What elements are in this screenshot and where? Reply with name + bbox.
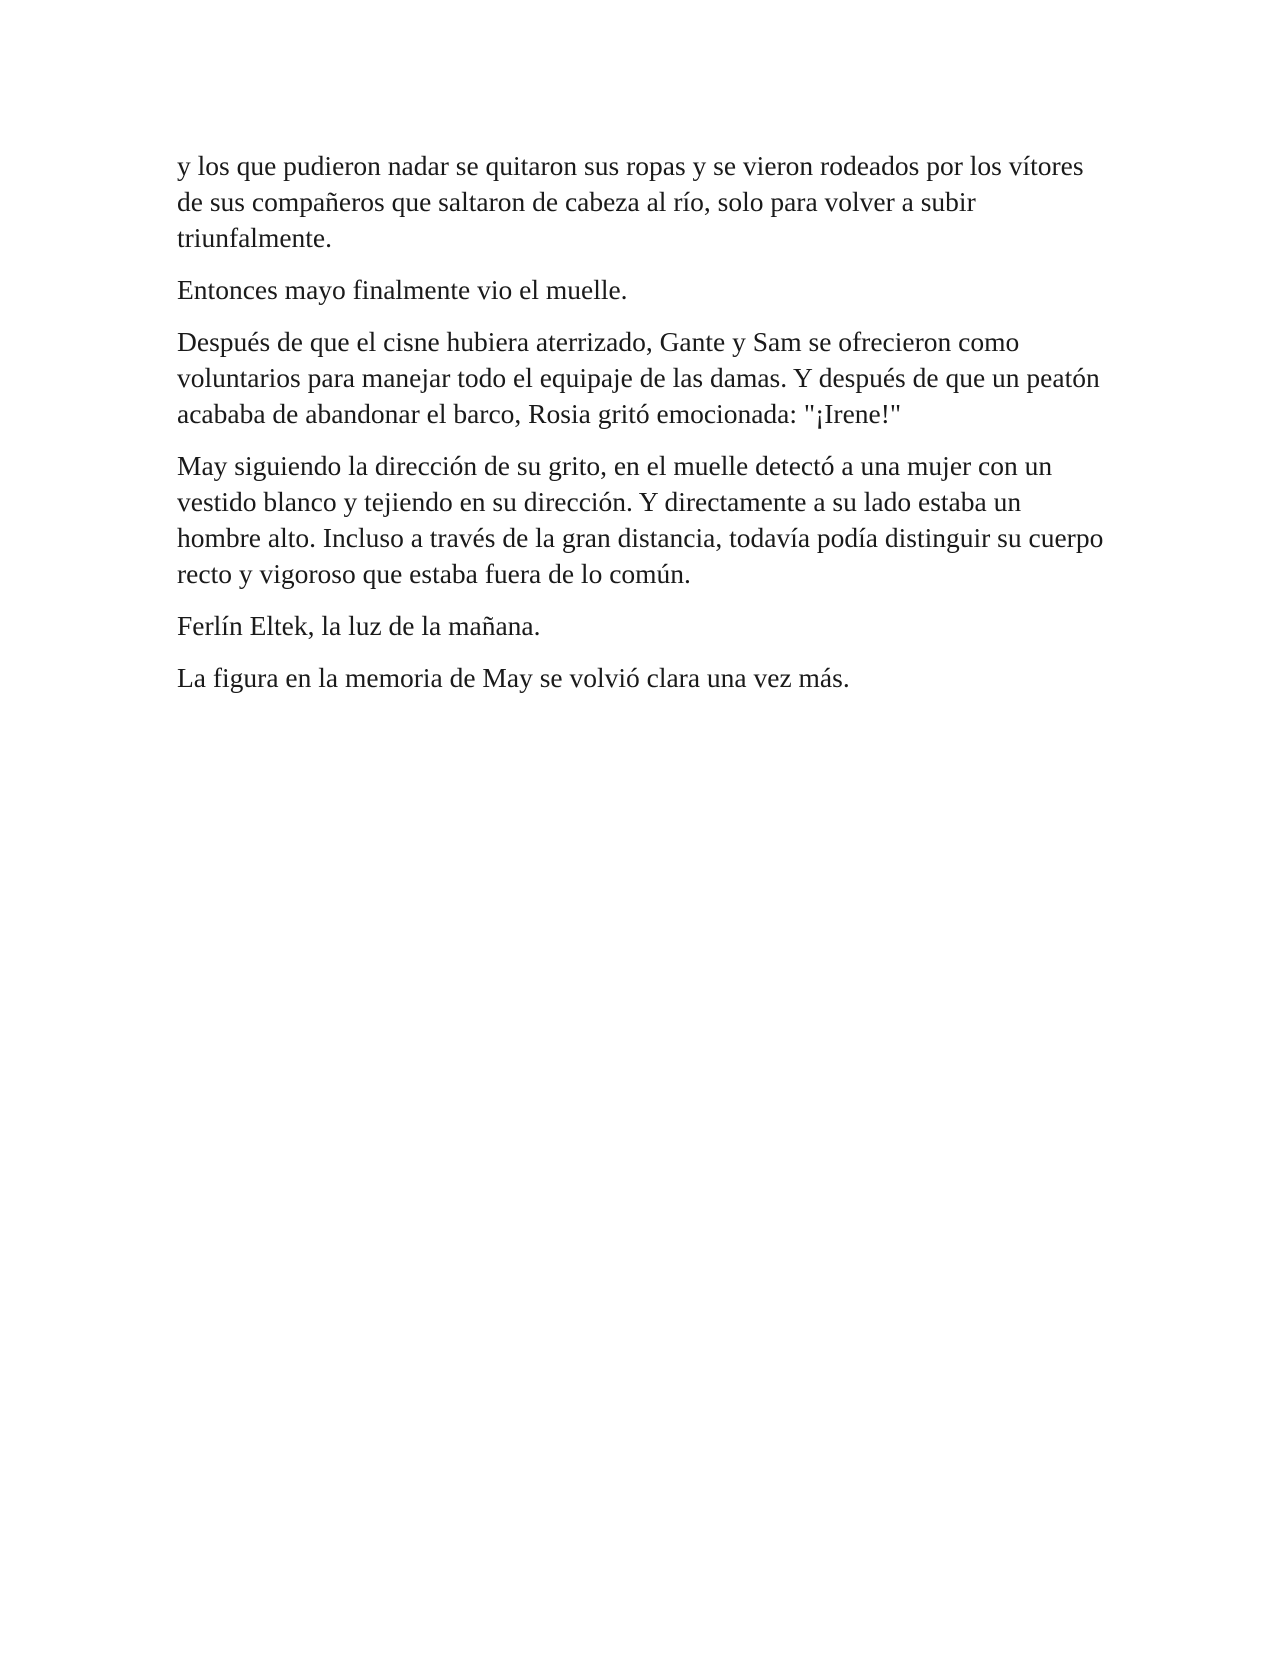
paragraph: y los que pudieron nadar se quitaron sus ropas y se vieron rodeados por los vítores de sus compañeros que saltaron de cabeza al río, solo para volver a subir triunfalmente. bbox=[177, 150, 1084, 253]
paragraph: La figura en la memoria de May se volvió clara una vez más. bbox=[177, 662, 850, 693]
paragraph: Entonces mayo finalmente vio el muelle. bbox=[177, 274, 628, 305]
paragraph: May siguiendo la dirección de su grito, en el muelle detectó a una mujer con un vestido blanco y tejiendo en su dirección. Y directamente a su lado estaba un hombre alto. Incluso a través de la gran distancia, todavía podía distinguir su cuerpo recto y vigoroso que estaba fuera de lo común. bbox=[177, 450, 1104, 589]
paragraph: Ferlín Eltek, la luz de la mañana. bbox=[177, 610, 541, 641]
paragraph: Después de que el cisne hubiera aterrizado, Gante y Sam se ofrecieron como voluntarios para manejar todo el equipaje de las damas. Y después de que un peatón acababa de abandonar el barco, Rosia gritó emocionada: "¡Irene!" bbox=[177, 326, 1100, 429]
document-body bbox=[177, 148, 1107, 712]
